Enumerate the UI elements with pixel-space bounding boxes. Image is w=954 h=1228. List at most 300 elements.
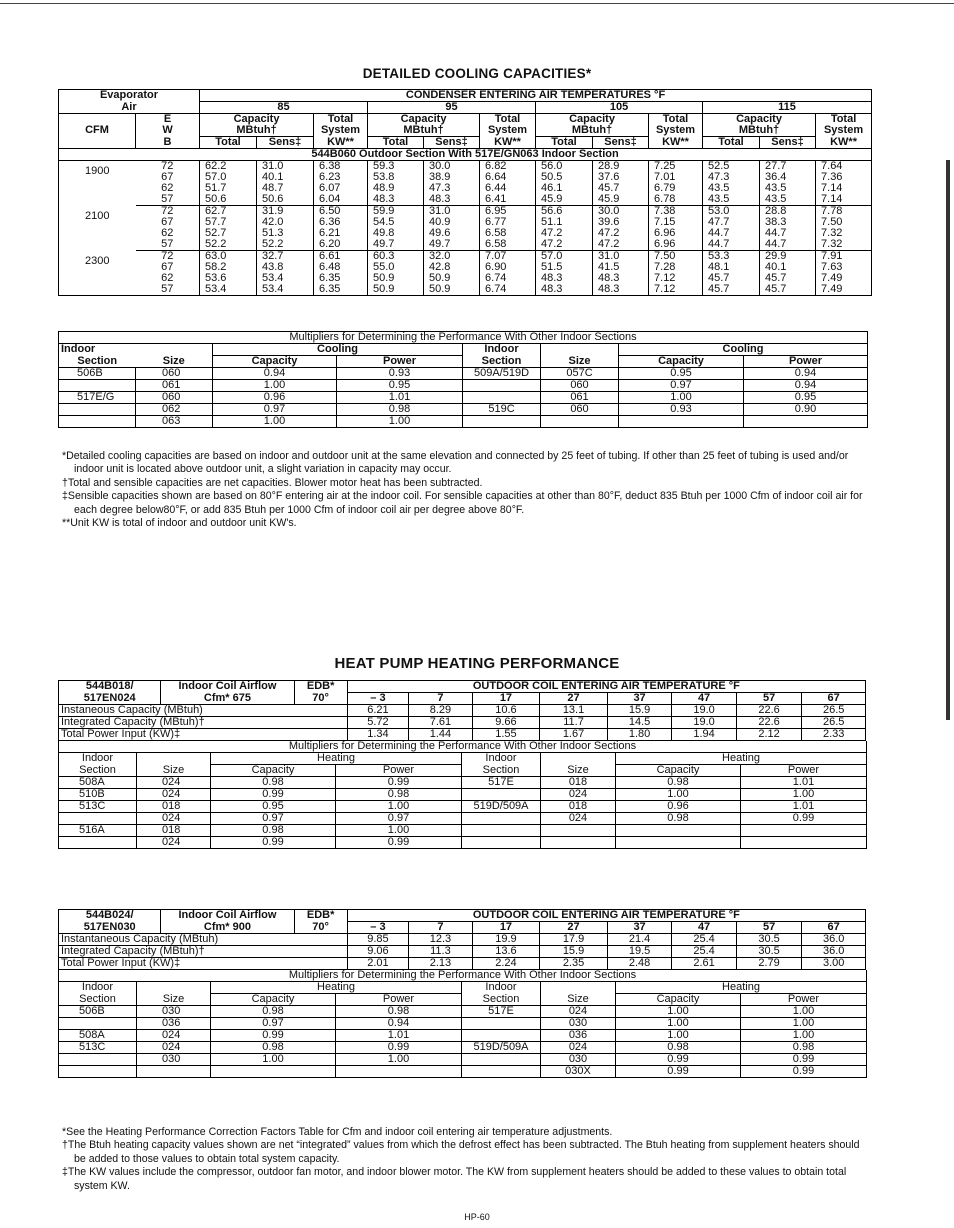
heating-value: 10.6	[472, 705, 540, 717]
mult-group-hdr: Heating	[211, 982, 462, 994]
cooling-cell: 6.74	[480, 273, 536, 284]
cooling-cell: 50.9	[368, 273, 424, 284]
heating-value: 2.79	[736, 958, 802, 970]
note: †The Btuh heating capacity values shown are net “integrated” values from which the defrost effect has been subtracted. The Btuh heating from supplement heaters should be added to those values to obtain total system capacity.	[62, 1139, 860, 1165]
cooling-title: DETAILED COOLING CAPACITIES*	[362, 66, 592, 81]
cooling-cell: 7.12	[649, 273, 703, 284]
mult-size: 024	[137, 789, 211, 801]
heating-value: 21.4	[607, 934, 672, 946]
cooling-cell: 6.79	[649, 183, 703, 194]
cooling-notes	[60, 450, 868, 530]
mult-size: 063	[136, 416, 213, 428]
mult-size: 036	[541, 1030, 616, 1042]
mult-cap-hdr: Capacity	[619, 356, 744, 368]
cooling-cell: 47.2	[593, 228, 649, 239]
mult-power-hdr: Power	[741, 765, 867, 777]
mult-cap	[616, 837, 741, 849]
cooling-cell: 7.78	[816, 206, 872, 218]
mult-size	[541, 825, 616, 837]
heating-value: 11.3	[409, 946, 472, 958]
cooling-cell: 27.7	[760, 161, 816, 173]
heating-value: 14.5	[607, 717, 672, 729]
total-hdr: Total	[480, 114, 536, 126]
note: *Detailed cooling capacities are based on indoor and outdoor unit at the same elevation and connected by 25 feet of tubing. If other than 25 feet of tubing is used and/or indoor unit is located above outdoor unit, a slight variation in capacity may occur.	[62, 450, 849, 476]
cooling-cell: 38.9	[424, 172, 480, 183]
cooling-cell: 7.07	[480, 251, 536, 263]
mult-size: 060	[541, 380, 619, 392]
cooling-cell: 44.7	[760, 228, 816, 239]
mult-power-hdr: Power	[741, 994, 867, 1006]
mult-cap: 0.96	[213, 392, 337, 404]
mult-size: 060	[136, 368, 213, 380]
mult-power: 0.94	[336, 1018, 462, 1030]
cooling-cell: 57.0	[200, 172, 257, 183]
mult-cap: 0.98	[211, 1006, 336, 1018]
cooling-cell: 44.7	[760, 239, 816, 251]
mult-section	[59, 404, 136, 416]
mult-power: 0.99	[336, 837, 462, 849]
cooling-cell: 48.1	[703, 262, 760, 273]
mult-size: 018	[137, 801, 211, 813]
heating-performance-table	[58, 909, 866, 970]
heating-value: 19.0	[672, 717, 737, 729]
heating-multipliers-table	[58, 970, 867, 1078]
mbtuh-hdr: MBtuh†	[368, 125, 480, 137]
cooling-cell: 48.3	[536, 273, 593, 284]
mult-power: 0.93	[337, 368, 463, 380]
scan-edge-bar	[946, 160, 950, 720]
airflow-line2: Cfm* 900	[161, 922, 294, 934]
heating-value: 11.7	[540, 717, 608, 729]
cooling-cell: 7.14	[816, 194, 872, 206]
ewb-value: 62	[161, 273, 174, 284]
total-sub: Total	[703, 137, 760, 149]
heating-value: 2.61	[672, 958, 737, 970]
model-line1: 544B018/	[85, 680, 134, 693]
mult-power: 0.95	[744, 392, 868, 404]
sens-sub: Sens‡	[424, 137, 480, 149]
ewb-value: 57	[136, 239, 200, 251]
mult-section-hdr: Section	[462, 765, 541, 777]
row-label: Instaneous Capacity (MBtuh)	[59, 705, 348, 717]
mult-title: Multipliers for Determining the Performance With Other Indoor Sections	[59, 970, 867, 982]
temp-85: 85	[200, 102, 368, 114]
mult-power: 1.01	[337, 392, 463, 404]
mult-section	[59, 1054, 137, 1066]
cfm-value: 1900	[85, 165, 110, 177]
mult-section	[463, 416, 541, 428]
heating-value: 2.35	[540, 958, 608, 970]
sens-sub: Sens‡	[257, 137, 314, 149]
mult-cap: 0.97	[211, 813, 336, 825]
cooling-cell: 45.7	[760, 273, 816, 284]
mult-size: 030	[137, 1054, 211, 1066]
mult-cap: 0.99	[616, 1054, 741, 1066]
cooling-cell: 59.9	[368, 206, 424, 218]
system-hdr: System	[480, 125, 536, 137]
mult-cap-hdr: Capacity	[211, 994, 336, 1006]
mult-section-hdr: Section	[59, 765, 137, 777]
mult-power-hdr: Power	[336, 994, 462, 1006]
mult-cap: 0.99	[211, 1030, 336, 1042]
cooling-cell: 31.0	[424, 206, 480, 218]
mult-cap: 1.00	[616, 1030, 741, 1042]
cooling-cell: 45.7	[760, 284, 816, 296]
cooling-cell: 7.15	[649, 217, 703, 228]
mult-cap: 0.95	[211, 801, 336, 813]
heating-value: 19.9	[472, 934, 540, 946]
mult-cap: 0.98	[211, 825, 336, 837]
mult-power: 1.01	[741, 777, 867, 789]
capacity-hdr: Capacity	[703, 114, 816, 126]
heating-value: 36.0	[802, 946, 866, 958]
sens-sub: Sens‡	[593, 137, 649, 149]
model-line2: 517EN030	[59, 922, 161, 934]
temp-value: 17	[472, 693, 540, 705]
mult-size: 024	[137, 837, 211, 849]
mult-size: 030	[137, 1006, 211, 1018]
mult-power: 0.98	[336, 789, 462, 801]
heating-value: 1.80	[607, 729, 672, 741]
mult-indoor-hdr: Indoor	[462, 753, 541, 765]
cooling-cell: 6.58	[480, 228, 536, 239]
mult-cap: 0.97	[213, 404, 337, 416]
mult-indoor-hdr: Indoor	[462, 982, 541, 994]
cooling-cell: 48.3	[368, 194, 424, 206]
mult-group-hdr: Cooling	[213, 344, 463, 356]
mult-power: 0.99	[336, 1042, 462, 1054]
cooling-cell: 53.4	[257, 273, 314, 284]
ewb-value: 72	[161, 160, 174, 172]
cooling-cell: 39.6	[593, 217, 649, 228]
heating-value: 1.67	[540, 729, 608, 741]
cooling-cell: 58.2	[200, 262, 257, 273]
mult-size-hdr: Size	[137, 994, 211, 1006]
cooling-cell: 30.0	[424, 161, 480, 173]
mult-section: 510B	[59, 789, 137, 801]
mult-cap: 0.98	[616, 813, 741, 825]
heating-value: 2.12	[736, 729, 802, 741]
cooling-cell: 7.38	[649, 206, 703, 218]
row-label: Instantaneous Capacity (MBtuh)	[59, 934, 348, 946]
heating-value: 9.66	[472, 717, 540, 729]
cooling-cell: 62.7	[200, 206, 257, 218]
cooling-cell: 7.91	[816, 251, 872, 263]
heating-value: 25.4	[672, 946, 737, 958]
cooling-cell: 57.0	[536, 251, 593, 263]
cooling-cell: 62.2	[200, 161, 257, 173]
cooling-cell: 31.9	[257, 206, 314, 218]
cooling-cell: 53.3	[703, 251, 760, 263]
mult-group-hdr: Heating	[616, 753, 867, 765]
cooling-cell: 43.5	[703, 194, 760, 206]
heating-value: 1.34	[347, 729, 408, 741]
mult-cap-hdr: Capacity	[616, 994, 741, 1006]
heating-title: HEAT PUMP HEATING PERFORMANCE	[334, 655, 620, 672]
row-label: Total Power Input (KW)‡	[59, 958, 348, 970]
mult-size: 061	[136, 380, 213, 392]
mult-size: 024	[137, 1030, 211, 1042]
mult-section: 506B	[59, 368, 136, 380]
heating-value: 13.1	[540, 705, 608, 717]
air-label: Air	[59, 102, 200, 114]
mult-cap-hdr: Capacity	[213, 356, 337, 368]
mult-size	[541, 416, 619, 428]
cooling-cell: 49.8	[368, 228, 424, 239]
temp-header: OUTDOOR COIL ENTERING AIR TEMPERATURE °F	[347, 910, 865, 922]
mult-power-hdr: Power	[336, 765, 462, 777]
heating-value: 9.06	[347, 946, 408, 958]
cooling-cell: 51.7	[200, 183, 257, 194]
cooling-cell: 7.12	[649, 284, 703, 296]
cooling-cell: 6.96	[649, 228, 703, 239]
cooling-cell: 6.50	[314, 206, 368, 218]
mult-cap: 0.94	[213, 368, 337, 380]
temp-value: 57	[736, 922, 802, 934]
mult-section: 508A	[59, 777, 137, 789]
cooling-cell: 44.7	[703, 228, 760, 239]
cooling-cell: 6.82	[480, 161, 536, 173]
mult-power: 1.00	[741, 1030, 867, 1042]
sens-sub: Sens‡	[760, 137, 816, 149]
mult-section	[59, 1066, 137, 1078]
mult-section-hdr: Section	[59, 994, 137, 1006]
mult-section: 517E	[462, 777, 541, 789]
mult-cap: 1.00	[616, 1018, 741, 1030]
mult-cap: 1.00	[211, 1054, 336, 1066]
cooling-cell: 50.6	[257, 194, 314, 206]
cooling-cell: 6.58	[480, 239, 536, 251]
mult-power	[336, 1066, 462, 1078]
ewb-value: 67	[161, 262, 174, 273]
mult-power: 0.95	[337, 380, 463, 392]
mult-cap: 0.97	[619, 380, 744, 392]
mult-power: 0.94	[744, 368, 868, 380]
note: ‡Sensible capacities shown are based on 80°F entering air at the indoor coil. For sensible capacities at other than 80°F, deduct 835 Btuh per 1000 Cfm of indoor coil air for each degree below80°F, or add 835 Btuh per 1000 Cfm of indoor coil air per degree above 80°F.	[62, 490, 863, 516]
mult-group-hdr: Heating	[616, 982, 867, 994]
cooling-cell: 57.7	[200, 217, 257, 228]
mult-cap: 0.93	[619, 404, 744, 416]
ewb-value: 57	[136, 194, 200, 206]
mult-section	[59, 1018, 137, 1030]
heating-value: 3.00	[802, 958, 866, 970]
heating-value: 17.9	[540, 934, 608, 946]
mult-section	[462, 837, 541, 849]
ewb-value: 72	[161, 205, 174, 217]
mult-power: 0.98	[336, 1006, 462, 1018]
capacity-hdr: Capacity	[200, 114, 314, 126]
cooling-cell: 56.0	[536, 161, 593, 173]
cooling-cell: 7.14	[816, 183, 872, 194]
cooling-cell: 48.3	[593, 284, 649, 296]
mult-power: 1.01	[336, 1030, 462, 1042]
cooling-cell: 47.2	[593, 239, 649, 251]
mult-power: 1.00	[337, 416, 463, 428]
mult-power: 1.00	[741, 1006, 867, 1018]
mult-cap: 0.99	[616, 1066, 741, 1078]
heating-performance-table	[58, 680, 866, 741]
mult-power: 0.98	[337, 404, 463, 416]
heating-value: 2.01	[347, 958, 408, 970]
cooling-cell: 42.8	[424, 262, 480, 273]
heating-value: 6.21	[347, 705, 408, 717]
cooling-cell: 7.32	[816, 239, 872, 251]
mult-power-hdr: Power	[337, 356, 463, 368]
mult-size: 024	[137, 1042, 211, 1054]
cooling-cell: 53.6	[200, 273, 257, 284]
mult-section	[463, 392, 541, 404]
temp-value: 17	[472, 922, 540, 934]
cooling-cell: 40.9	[424, 217, 480, 228]
mult-section: 509A/519D	[463, 368, 541, 380]
cooling-cell: 53.4	[257, 284, 314, 296]
mult-power: 0.90	[744, 404, 868, 416]
cooling-cell: 6.38	[314, 161, 368, 173]
cooling-cell: 32.7	[257, 251, 314, 263]
model-line2: 517EN024	[59, 693, 161, 705]
mult-cap	[211, 1066, 336, 1078]
mult-indoor-hdr: Indoor	[81, 752, 114, 765]
cooling-cell: 45.7	[593, 183, 649, 194]
cooling-cell: 7.32	[816, 228, 872, 239]
row-label: Total Power Input (KW)‡	[59, 729, 348, 741]
cooling-cell: 52.2	[200, 239, 257, 251]
cooling-cell: 30.0	[593, 206, 649, 218]
cooling-cell: 47.3	[703, 172, 760, 183]
cooling-cell: 42.0	[257, 217, 314, 228]
mult-size: 024	[137, 777, 211, 789]
cooling-cell: 50.9	[368, 284, 424, 296]
heating-value: 15.9	[607, 705, 672, 717]
temp-value: 57	[736, 693, 802, 705]
heating-value: 30.5	[736, 946, 802, 958]
edb-line2: 70°	[294, 693, 347, 705]
mult-cap: 1.00	[213, 380, 337, 392]
mult-size: 018	[541, 777, 616, 789]
temp-value: 47	[672, 693, 737, 705]
temp-value: 37	[607, 922, 672, 934]
mult-size: 024	[541, 789, 616, 801]
cooling-cell: 47.2	[536, 239, 593, 251]
mult-section: 519C	[463, 404, 541, 416]
cooling-cell: 28.8	[760, 206, 816, 218]
mult-cap	[616, 825, 741, 837]
cooling-cell: 56.6	[536, 206, 593, 218]
mult-power	[744, 416, 868, 428]
cooling-cell: 53.0	[703, 206, 760, 218]
ewb-value: 62	[161, 183, 174, 194]
cooling-cell: 7.50	[816, 217, 872, 228]
cooling-cell: 6.04	[314, 194, 368, 206]
heating-value: 12.3	[409, 934, 472, 946]
mult-cap	[619, 416, 744, 428]
mult-size: 062	[136, 404, 213, 416]
mult-cap: 1.00	[616, 1006, 741, 1018]
mult-size: 036	[137, 1018, 211, 1030]
heating-value: 36.0	[802, 934, 866, 946]
cooling-cell: 55.0	[368, 262, 424, 273]
cooling-cell: 6.36	[314, 217, 368, 228]
mult-power	[741, 825, 867, 837]
mult-cap-hdr: Capacity	[616, 765, 741, 777]
temp-value: 7	[409, 922, 472, 934]
mult-section: 508A	[59, 1030, 137, 1042]
heating-value: 2.24	[472, 958, 540, 970]
total-sub: Total	[200, 137, 257, 149]
cooling-cell: 31.0	[593, 251, 649, 263]
capacity-hdr: Capacity	[368, 114, 480, 126]
cooling-cell: 7.36	[816, 172, 872, 183]
row-label: Integrated Capacity (MBtuh)†	[59, 946, 348, 958]
airflow-line1: Indoor Coil Airflow	[161, 681, 294, 693]
evaporator-label: Evaporator	[99, 89, 159, 102]
cooling-multipliers-table	[58, 331, 868, 428]
cooling-cell: 6.20	[314, 239, 368, 251]
cooling-cell: 45.9	[536, 194, 593, 206]
cooling-cell: 48.3	[536, 284, 593, 296]
ewb-value: 67	[161, 217, 174, 228]
temp-value: 67	[802, 922, 866, 934]
mult-power: 1.00	[336, 825, 462, 837]
mult-size: 061	[541, 392, 619, 404]
cooling-cell: 47.2	[536, 228, 593, 239]
model-line1: 544B024/	[85, 909, 134, 922]
heating-table-2	[58, 909, 866, 1078]
cooling-cell: 6.90	[480, 262, 536, 273]
airflow-line2: Cfm* 675	[161, 693, 294, 705]
mult-power: 1.01	[741, 801, 867, 813]
heating-value: 7.61	[409, 717, 472, 729]
cooling-cell: 6.77	[480, 217, 536, 228]
cooling-cell: 28.9	[593, 161, 649, 173]
heating-value: 22.6	[736, 717, 802, 729]
kw-hdr: KW**	[314, 137, 368, 149]
mbtuh-hdr: MBtuh†	[536, 125, 649, 137]
cooling-cell: 60.3	[368, 251, 424, 263]
cooling-cell: 44.7	[703, 239, 760, 251]
cooling-cell: 50.9	[424, 284, 480, 296]
cooling-cell: 7.25	[649, 161, 703, 173]
heating-notes	[60, 1126, 868, 1193]
cooling-cell: 7.01	[649, 172, 703, 183]
mult-power: 0.99	[741, 1066, 867, 1078]
capacity-hdr: Capacity	[536, 114, 649, 126]
mult-indoor-hdr: Indoor	[463, 344, 541, 356]
heating-value: 26.5	[802, 705, 866, 717]
heating-value: 19.0	[672, 705, 737, 717]
mult-section	[59, 380, 136, 392]
heating-value: 1.44	[409, 729, 472, 741]
cooling-cell: 37.6	[593, 172, 649, 183]
mult-cap: 0.98	[616, 777, 741, 789]
cooling-cell: 41.5	[593, 262, 649, 273]
mult-size: 030	[541, 1054, 616, 1066]
mult-group-hdr: Heating	[211, 753, 462, 765]
cooling-cell: 53.8	[368, 172, 424, 183]
cooling-cell: 36.4	[760, 172, 816, 183]
cooling-cell: 43.5	[760, 183, 816, 194]
mult-group-hdr: Cooling	[619, 344, 868, 356]
system-hdr: System	[314, 125, 368, 137]
mult-section: 517E	[462, 1006, 541, 1018]
cooling-cell: 45.7	[703, 273, 760, 284]
mult-cap: 0.96	[616, 801, 741, 813]
mult-section	[462, 1066, 541, 1078]
heating-value: 26.5	[802, 717, 866, 729]
cooling-cell: 50.6	[200, 194, 257, 206]
cooling-cell: 47.7	[703, 217, 760, 228]
cooling-cell: 54.5	[368, 217, 424, 228]
